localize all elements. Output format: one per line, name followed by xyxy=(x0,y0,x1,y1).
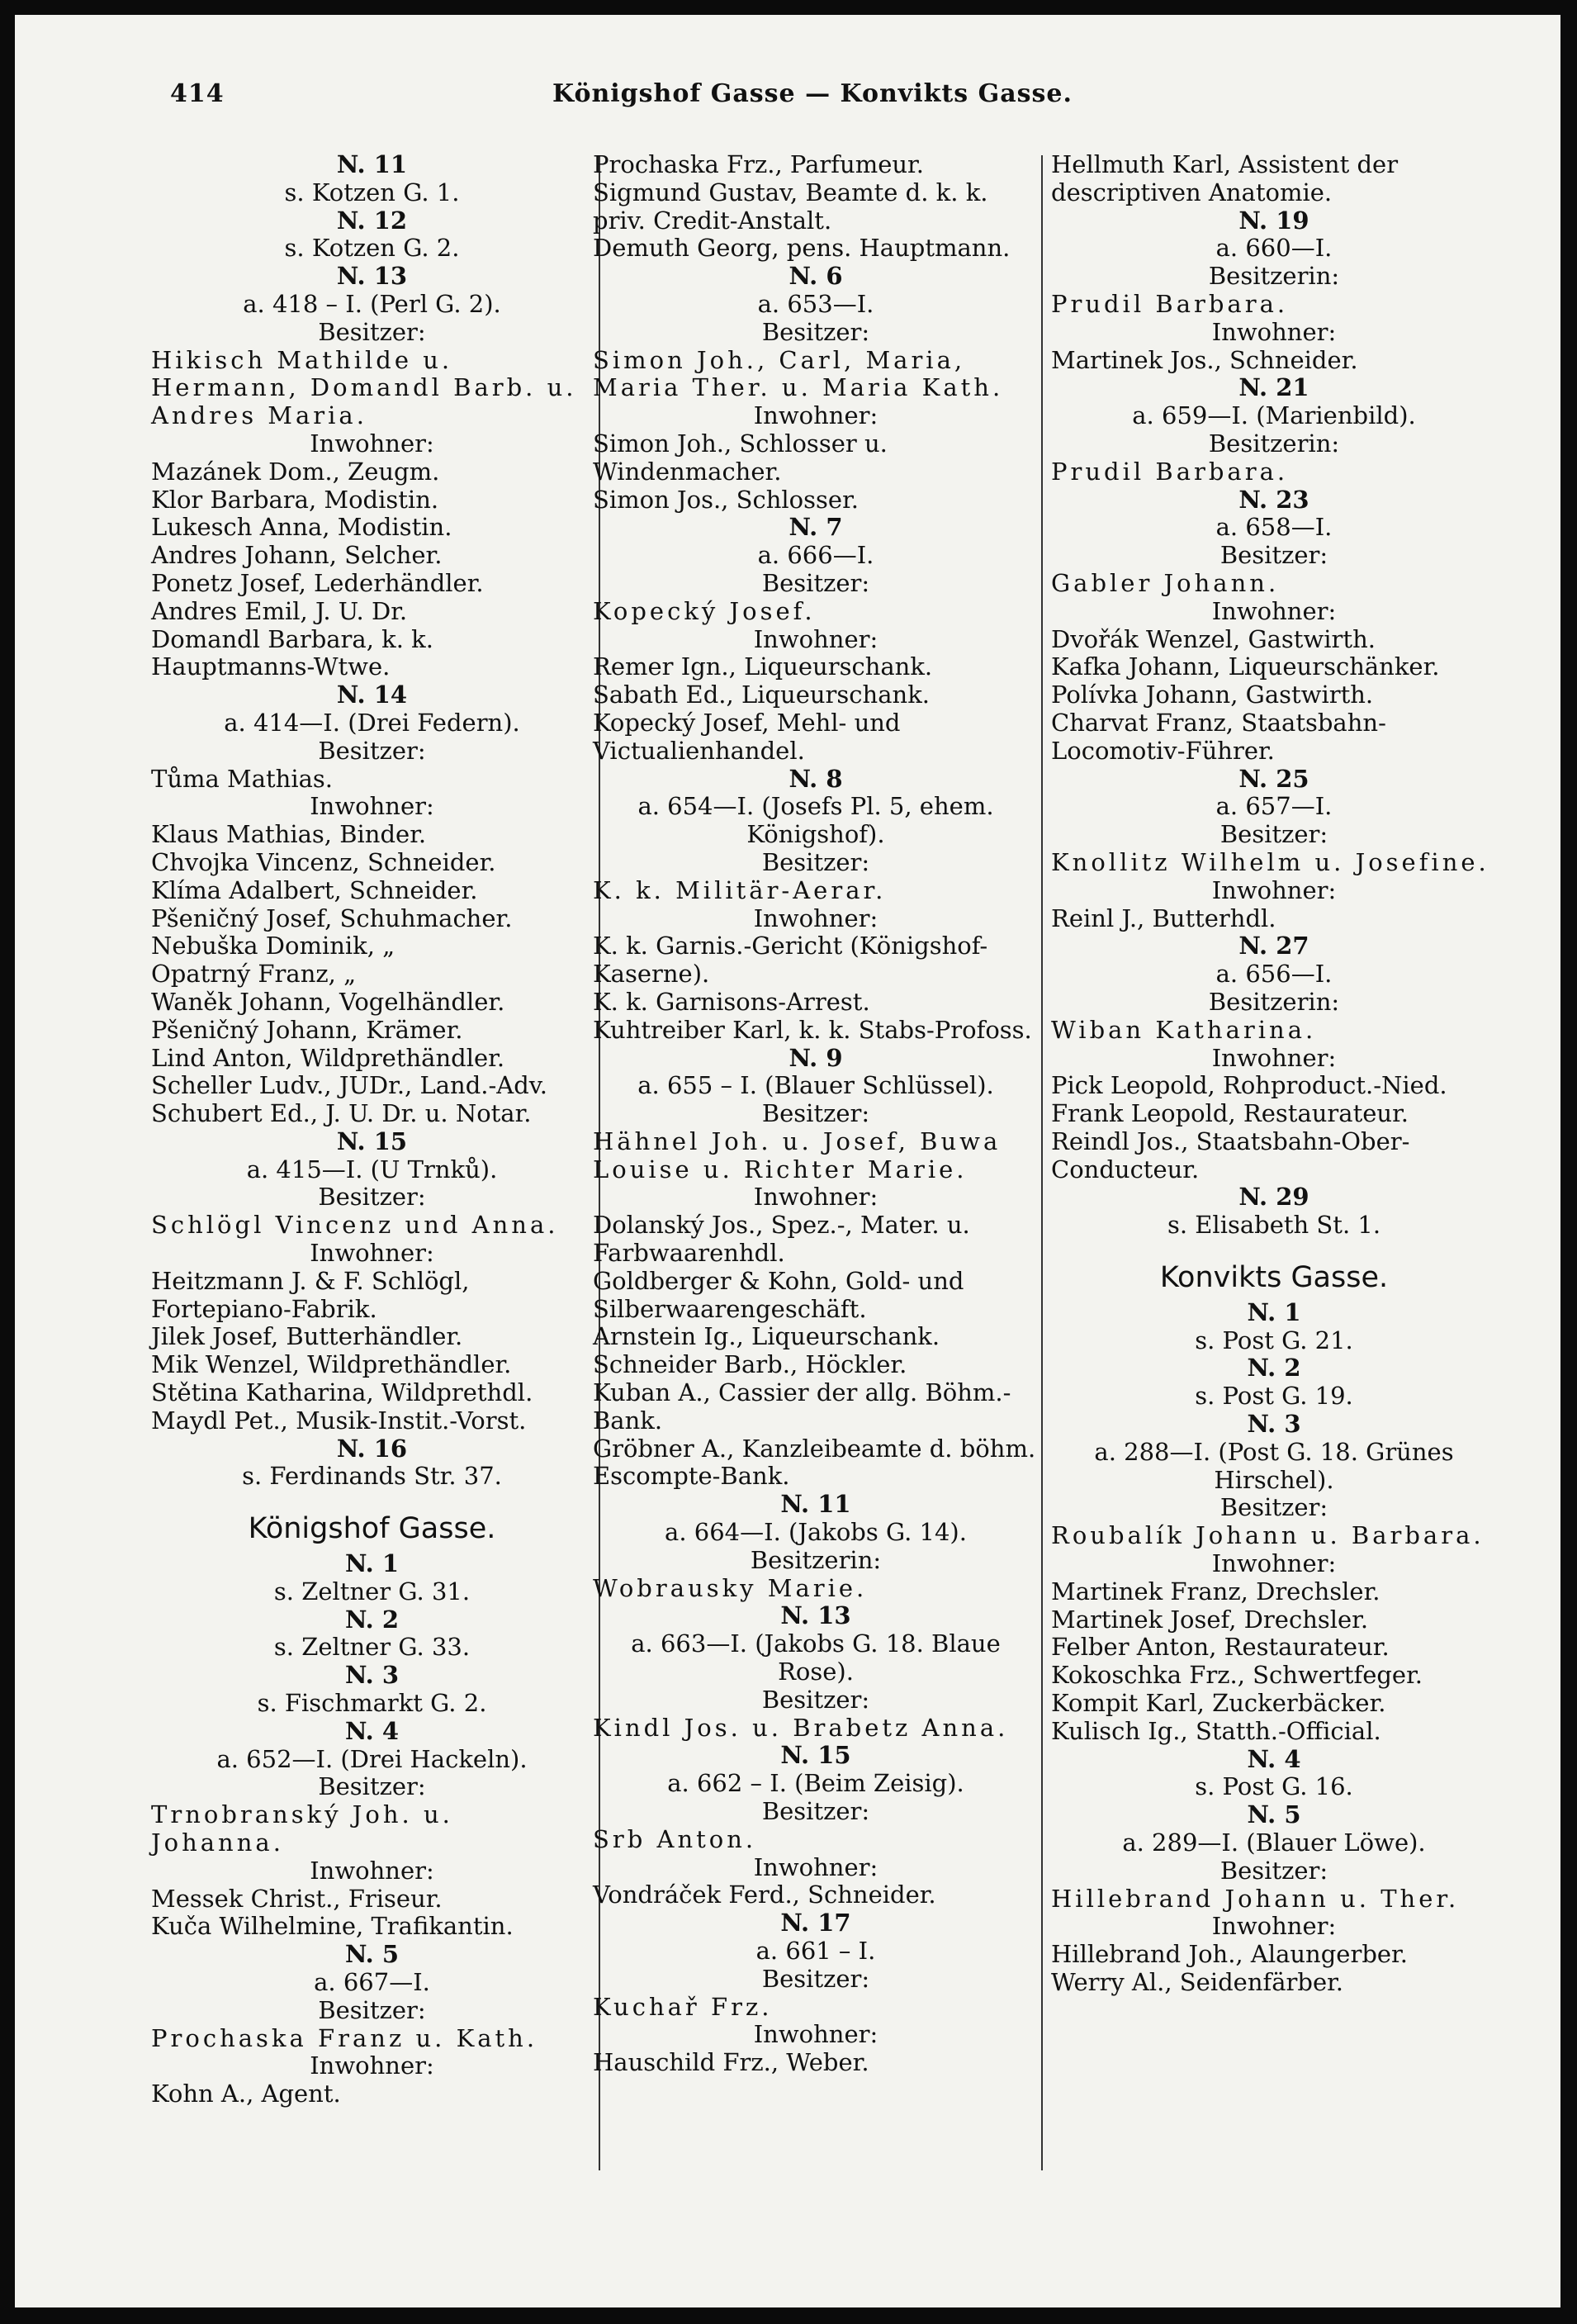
street-heading: Königshof Gasse. xyxy=(248,1512,496,1546)
address-line: a. 414—I. (Drei Federn). xyxy=(224,708,520,737)
resident-entry: Andres Emil, J. U. Dr. xyxy=(151,596,408,625)
resident-entry: Arnstein Ig., Liqueurschank. xyxy=(593,1322,940,1351)
running-title: Königshof Gasse — Konvikts Gasse. xyxy=(552,79,1073,108)
house-number: N. 3 xyxy=(1247,1410,1301,1439)
resident-entry: Tůma Mathias. xyxy=(151,764,334,793)
address-line: Besitzer: xyxy=(1219,820,1328,849)
resident-entry: Domandl Barbara, k. k. Hauptmanns-Wtwe. xyxy=(151,624,433,681)
owner-name: Kindl Jos. u. Brabetz Anna. xyxy=(593,1713,1009,1742)
owner-name: Knollitz Wilhelm u. Josefine. xyxy=(1051,847,1489,876)
house-number: N. 15 xyxy=(336,1126,408,1155)
address-line: Besitzerin: xyxy=(1208,987,1340,1016)
address-line: a. 652—I. (Drei Hackeln). xyxy=(216,1744,528,1773)
owner-name: Wiban Katharina. xyxy=(1051,1015,1317,1044)
address-line: Inwohner: xyxy=(753,1183,878,1212)
address-line: Besitzer: xyxy=(761,317,870,346)
resident-entry: Sigmund Gustav, Beamte d. k. k. priv. Credit-Anstalt. xyxy=(593,178,988,235)
resident-entry: Messek Christ., Friseur. xyxy=(151,1884,443,1913)
resident-entry: Hellmuth Karl, Assistent der descriptiven Anatomie. xyxy=(1051,150,1399,206)
house-number: N. 5 xyxy=(1247,1800,1301,1829)
resident-entry: Vondráček Ferd., Schneider. xyxy=(593,1881,936,1909)
column-left xyxy=(151,151,593,2108)
address-line: Besitzer: xyxy=(318,1183,426,1212)
resident-entry: Lind Anton, Wildprethändler. xyxy=(151,1043,505,1072)
address-line: a. 655 – I. (Blauer Schlüssel). xyxy=(637,1071,994,1100)
resident-entry: K. k. Garnis.-Gericht (Königshof-Kaserne). xyxy=(593,932,988,989)
address-line: a. 657—I. xyxy=(1215,792,1333,821)
resident-entry: K. k. Garnisons-Arrest. xyxy=(593,987,870,1016)
address-line: Inwohner: xyxy=(1211,1912,1337,1941)
address-line: Besitzer: xyxy=(1219,1856,1328,1885)
address-line: Inwohner: xyxy=(310,429,434,458)
resident-entry: Klíma Adalbert, Schneider. xyxy=(151,875,478,904)
address-line: s. Ferdinands Str. 37. xyxy=(242,1462,502,1491)
address-line: Inwohner: xyxy=(310,1856,434,1885)
house-number: N. 21 xyxy=(1238,373,1309,402)
resident-entry: Lukesch Anna, Modistin. xyxy=(151,513,452,542)
resident-entry: Dolanský Jos., Spez.-, Mater. u. Farbwaarenhdl. xyxy=(593,1211,970,1268)
resident-entry: Pšeničný Josef, Schuhmacher. xyxy=(151,904,513,932)
house-number: N. 1 xyxy=(344,1549,400,1578)
address-line: Inwohner: xyxy=(1211,875,1337,904)
resident-entry: Hillebrand Joh., Alaungerber. xyxy=(1051,1940,1408,1969)
resident-entry: Simon Jos., Schlosser. xyxy=(593,485,859,514)
address-line: Inwohner: xyxy=(753,401,878,430)
address-line: Inwohner: xyxy=(753,2020,878,2049)
address-line: Besitzer: xyxy=(318,1772,426,1801)
address-line: Besitzer: xyxy=(318,1995,426,2024)
resident-entry: Reinl J., Butterhdl. xyxy=(1051,904,1276,932)
owner-name: Srb Anton. xyxy=(593,1824,757,1853)
address-line: s. Post G. 16. xyxy=(1195,1772,1353,1801)
resident-entry: Scheller Ludv., JUDr., Land.-Adv. xyxy=(151,1071,547,1100)
address-line: a. 660—I. xyxy=(1215,234,1333,263)
address-line: a. 656—I. xyxy=(1215,960,1333,989)
resident-entry: Klor Barbara, Modistin. xyxy=(151,485,439,514)
address-line: Inwohner: xyxy=(753,904,878,932)
address-line: a. 658—I. xyxy=(1215,513,1333,542)
directory-page xyxy=(15,15,1560,2307)
address-line: s. Zeltner G. 31. xyxy=(273,1577,471,1605)
house-number: N. 1 xyxy=(1247,1297,1301,1326)
resident-entry: Martinek Franz, Drechsler. xyxy=(1051,1577,1380,1605)
resident-entry: Werry Al., Seidenfärber. xyxy=(1051,1968,1344,1996)
owner-name: Gabler Johann. xyxy=(1051,568,1280,597)
address-line: Besitzer: xyxy=(761,1964,870,1993)
resident-entry: Andres Johann, Selcher. xyxy=(151,541,443,570)
resident-entry: Reindl Jos., Staatsbahn-Ober-Conducteur. xyxy=(1051,1126,1410,1183)
resident-entry: Kuča Wilhelmine, Trafikantin. xyxy=(151,1912,514,1941)
resident-entry: Kokoschka Frz., Schwertfeger. xyxy=(1051,1661,1423,1690)
owner-name: Kuchař Frz. xyxy=(593,1992,773,2021)
owner-name: Prudil Barbara. xyxy=(1051,289,1289,318)
address-line: Inwohner: xyxy=(753,1852,878,1881)
resident-entry: Kopecký Josef, Mehl- und Victualienhandel. xyxy=(593,708,901,765)
resident-entry: Goldberger & Kohn, Gold- und Silberwaarengeschäft. xyxy=(593,1266,964,1323)
address-line: Besitzerin: xyxy=(1208,262,1340,291)
resident-entry: Mazánek Dom., Zeugm. xyxy=(151,457,440,486)
resident-entry: Remer Ign., Liqueurschank. xyxy=(593,652,933,681)
house-number: N. 11 xyxy=(336,150,408,178)
address-line: Inwohner: xyxy=(310,792,434,821)
address-line: Inwohner: xyxy=(1211,317,1337,346)
address-line: Besitzer: xyxy=(761,568,870,597)
resident-entry: Kohn A., Agent. xyxy=(151,2080,341,2108)
house-number: N. 16 xyxy=(336,1434,408,1463)
house-number: N. 5 xyxy=(344,1940,400,1969)
address-line: a. 664—I. (Jakobs G. 14). xyxy=(665,1518,967,1547)
owner-name: Roubalík Johann u. Barbara. xyxy=(1051,1521,1485,1550)
house-number: N. 13 xyxy=(336,262,408,291)
resident-entry: Dvořák Wenzel, Gastwirth. xyxy=(1051,624,1376,653)
resident-entry: Opatrný Franz, „ xyxy=(151,960,357,989)
address-line: s. Post G. 21. xyxy=(1195,1326,1353,1354)
address-line: Inwohner: xyxy=(310,2051,434,2080)
house-number: N. 19 xyxy=(1238,206,1309,235)
resident-entry: Martinek Jos., Schneider. xyxy=(1051,345,1358,374)
page-header xyxy=(155,79,1470,121)
street-heading: Konvikts Gasse. xyxy=(1159,1261,1389,1295)
resident-entry: Pšeničný Johann, Krämer. xyxy=(151,1015,463,1044)
address-line: Besitzer: xyxy=(761,1099,870,1128)
page-number: 414 xyxy=(170,79,225,108)
resident-entry: Simon Joh., Schlosser u. Windenmacher. xyxy=(593,429,888,486)
resident-entry: Polívka Johann, Gastwirth. xyxy=(1051,681,1374,709)
owner-name: Prudil Barbara. xyxy=(1051,457,1289,486)
house-number: N. 23 xyxy=(1238,485,1309,514)
resident-entry: Frank Leopold, Restaurateur. xyxy=(1051,1099,1409,1128)
house-number: N. 11 xyxy=(780,1490,851,1519)
address-line: a. 418 – I. (Perl G. 2). xyxy=(243,289,501,318)
owner-name: Simon Joh., Carl, Maria, Maria Ther. u. Maria Kath. xyxy=(593,345,1004,402)
owner-name: Hikisch Mathilde u. Hermann, Domandl Barb. u. Andres Maria. xyxy=(151,345,577,430)
house-number: N. 27 xyxy=(1238,932,1309,960)
resident-entry: Kuhtreiber Karl, k. k. Stabs-Profoss. xyxy=(593,1015,1032,1044)
address-line: Besitzerin: xyxy=(1208,429,1340,458)
column-right xyxy=(1051,151,1497,1997)
resident-entry: Nebuška Dominik, „ xyxy=(151,932,395,960)
column-divider xyxy=(1041,155,1043,2170)
address-line: a. 662 – I. (Beim Zeisig). xyxy=(667,1769,964,1798)
owner-name: Kopecký Josef. xyxy=(593,596,816,625)
address-line: a. 666—I. xyxy=(757,541,874,570)
resident-entry: Pick Leopold, Rohproduct.-Nied. xyxy=(1051,1071,1447,1100)
resident-entry: Mik Wenzel, Wildprethändler. xyxy=(151,1350,512,1379)
address-line: Inwohner: xyxy=(1211,1043,1337,1072)
address-line: a. 659—I. (Marienbild). xyxy=(1132,401,1416,430)
resident-entry: Sabath Ed., Liqueurschank. xyxy=(593,681,930,709)
resident-entry: Felber Anton, Restaurateur. xyxy=(1051,1633,1390,1662)
resident-entry: Stětina Katharina, Wildprethdl. xyxy=(151,1378,533,1407)
resident-entry: Prochaska Frz., Parfumeur. xyxy=(593,150,924,178)
resident-entry: Kulisch Ig., Statth.-Official. xyxy=(1051,1716,1381,1745)
resident-entry: Charvat Franz, Staatsbahn-Locomotiv-Führer. xyxy=(1051,708,1386,765)
owner-name: Wobrausky Marie. xyxy=(593,1573,868,1602)
address-line: Inwohner: xyxy=(1211,596,1337,625)
address-line: s. Elisabeth St. 1. xyxy=(1167,1211,1381,1240)
address-line: Besitzer: xyxy=(761,1797,870,1826)
house-number: N. 7 xyxy=(788,513,843,542)
address-line: a. 667—I. xyxy=(314,1968,430,1996)
address-line: s. Kotzen G. 2. xyxy=(284,234,460,263)
house-number: N. 3 xyxy=(344,1661,400,1690)
house-number: N. 14 xyxy=(336,681,408,709)
owner-name: Hillebrand Johann u. Ther. xyxy=(1051,1884,1460,1913)
house-number: N. 9 xyxy=(788,1043,843,1072)
house-number: N. 15 xyxy=(780,1741,851,1770)
resident-entry: Demuth Georg, pens. Hauptmann. xyxy=(593,234,1011,263)
resident-entry: Kompit Karl, Zuckerbäcker. xyxy=(1051,1689,1386,1718)
house-number: N. 2 xyxy=(1247,1354,1301,1383)
house-number: N. 25 xyxy=(1238,764,1309,793)
house-number: N. 12 xyxy=(336,206,408,235)
address-line: Besitzerin: xyxy=(750,1545,882,1574)
resident-entry: Jilek Josef, Butterhändler. xyxy=(151,1322,463,1351)
address-line: Besitzer: xyxy=(761,1685,870,1714)
address-line: Besitzer: xyxy=(1219,1493,1328,1522)
address-line: Besitzer: xyxy=(1219,541,1328,570)
house-number: N. 2 xyxy=(344,1605,400,1634)
house-number: N. 4 xyxy=(1247,1744,1301,1773)
resident-entry: Maydl Pet., Musik-Instit.-Vorst. xyxy=(151,1406,527,1435)
house-number: N. 13 xyxy=(780,1601,851,1630)
owner-name: Trnobranský Joh. u. Johanna. xyxy=(151,1800,453,1857)
house-number: N. 8 xyxy=(788,764,843,793)
address-line: a. 653—I. xyxy=(757,289,874,318)
address-line: a. 661 – I. xyxy=(755,1937,876,1965)
address-line: a. 415—I. (U Trnků). xyxy=(246,1155,498,1183)
house-number: N. 29 xyxy=(1238,1183,1309,1212)
address-line: a. 288—I. (Post G. 18. Grünes Hirschel). xyxy=(1094,1437,1454,1494)
resident-entry: Heitzmann J. & F. Schlögl, Fortepiano-Fabrik. xyxy=(151,1266,470,1323)
address-line: Besitzer: xyxy=(318,317,426,346)
resident-entry: Chvojka Vincenz, Schneider. xyxy=(151,847,496,876)
resident-entry: Klaus Mathias, Binder. xyxy=(151,820,427,849)
resident-entry: Kuban A., Cassier der allg. Böhm.-Bank. xyxy=(593,1378,1011,1435)
resident-entry: Gröbner A., Kanzleibeamte d. böhm. Escompte-Bank. xyxy=(593,1434,1036,1491)
column-middle xyxy=(593,151,1039,2077)
address-line: a. 289—I. (Blauer Löwe). xyxy=(1122,1828,1426,1857)
address-line: Inwohner: xyxy=(310,1239,434,1268)
resident-entry: Kafka Johann, Liqueurschänker. xyxy=(1051,652,1440,681)
address-line: Inwohner: xyxy=(753,624,878,653)
owner-name: K. k. Militär-Aerar. xyxy=(593,875,887,904)
address-line: a. 654—I. (Josefs Pl. 5, ehem. Königshof). xyxy=(637,792,994,849)
resident-entry: Ponetz Josef, Lederhändler. xyxy=(151,568,484,597)
address-line: s. Fischmarkt G. 2. xyxy=(257,1689,487,1718)
resident-entry: Martinek Josef, Drechsler. xyxy=(1051,1605,1369,1634)
resident-entry: Waněk Johann, Vogelhändler. xyxy=(151,987,505,1016)
address-line: s. Kotzen G. 1. xyxy=(284,178,460,206)
address-line: Inwohner: xyxy=(1211,1549,1337,1578)
resident-entry: Hauschild Frz., Weber. xyxy=(593,2048,869,2077)
house-number: N. 6 xyxy=(788,262,843,291)
address-line: s. Post G. 19. xyxy=(1195,1382,1353,1411)
house-number: N. 17 xyxy=(780,1909,851,1937)
owner-name: Hähnel Joh. u. Josef, Buwa Louise u. Richter Marie. xyxy=(593,1126,1002,1183)
owner-name: Prochaska Franz u. Kath. xyxy=(151,2023,538,2052)
address-line: Besitzer: xyxy=(761,847,870,876)
address-line: Besitzer: xyxy=(318,736,426,765)
address-line: a. 663—I. (Jakobs G. 18. Blaue Rose). xyxy=(631,1629,1001,1686)
house-number: N. 4 xyxy=(344,1716,400,1745)
address-line: s. Zeltner G. 33. xyxy=(273,1633,471,1662)
owner-name: Schlögl Vincenz und Anna. xyxy=(151,1211,559,1240)
resident-entry: Schubert Ed., J. U. Dr. u. Notar. xyxy=(151,1099,532,1128)
resident-entry: Schneider Barb., Höckler. xyxy=(593,1350,907,1379)
